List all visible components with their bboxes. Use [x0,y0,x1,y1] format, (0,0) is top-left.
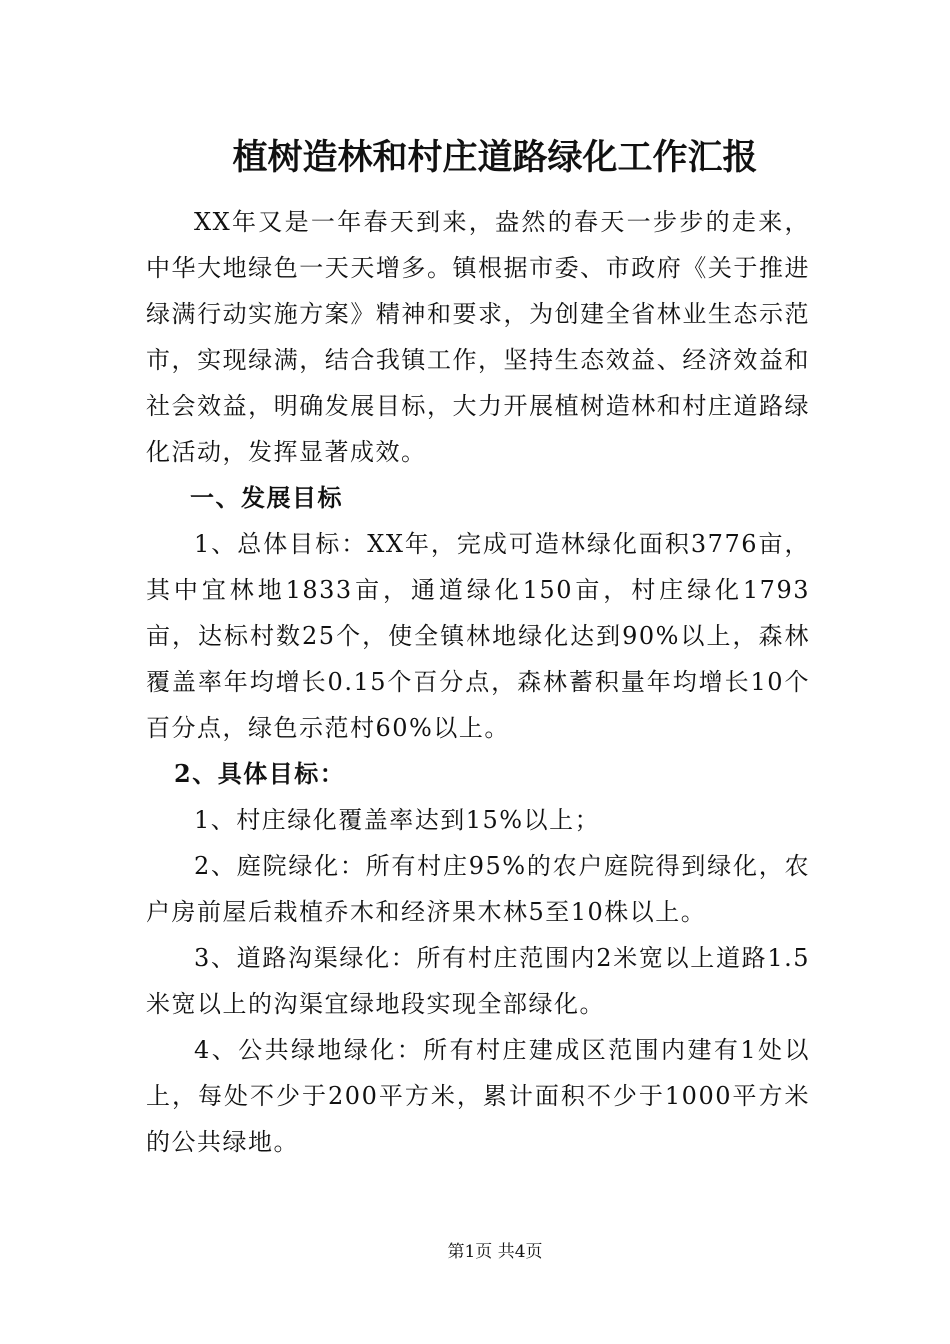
intro-paragraph: XX年又是一年春天到来，盎然的春天一步步的走来，中华大地绿色一天天增多。镇根据市委、市政府《关于推进绿满行动实施方案》精神和要求，为创建全省林业生态示范市，实现绿满，结合我镇工作，坚持生态效益、经济效益和社会效益，明确发展目标，大力开展植树造林和村庄道路绿化活动，发挥显著成效。 [146,208,810,466]
specific-goal-item: 2、庭院绿化：所有村庄95%的农户庭院得到绿化，农户房前屋后栽植乔木和经济果木林5至10株以上。 [146,852,810,926]
specific-goal-item: 3、道路沟渠绿化：所有村庄范围内2米宽以上道路1.5米宽以上的沟渠宜绿地段实现全部绿化。 [146,944,810,1018]
document-title: 植树造林和村庄道路绿化工作汇报 [232,137,758,178]
specific-goal-item: 4、公共绿地绿化：所有村庄建成区范围内建有1处以上，每处不少于200平方米，累计面积不少于1000平方米的公共绿地。 [146,1036,810,1156]
page-footer: 第1页 共4页 [447,1242,543,1262]
overall-goal-paragraph: 1、总体目标：XX年，完成可造林绿化面积3776亩，其中宜林地1833亩，通道绿化150亩，村庄绿化1793亩，达标村数25个，使全镇林地绿化达到90%以上，森林覆盖率年均增长0.15个百分点，森林蓄积量年均增长10个百分点，绿色示范村60%以上。 [146,530,810,742]
section-heading-goals: 一、发展目标 [190,483,343,512]
section-heading-specific-goals: 2、具体目标： [174,759,346,788]
specific-goal-item: 1、村庄绿化覆盖率达到15%以上； [194,806,601,834]
document-body [146,199,810,1165]
